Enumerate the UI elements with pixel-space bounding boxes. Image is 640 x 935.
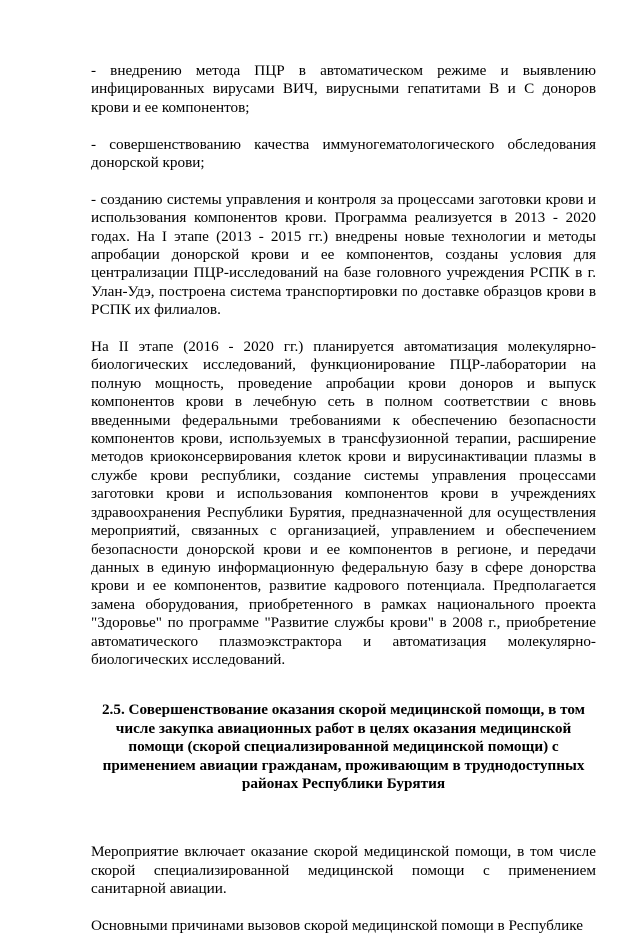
paragraph-stage-two: На II этапе (2016 - 2020 гг.) планируется автоматизация молекулярно-биологических исследований, функционирование ПЦР-лаборатории на полную мощность, проведение апробации крови доноров и выпуск компонентов крови в лечебную сеть в полном соответствии с вновь введенными федеральными требованиями к обеспечению безопасности компонентов крови, используемых в трансфузионной терапии, расширение методов криоконсервирования клеток крови и вирусинактивации плазмы в службе крови республики, создание системы управления процессами заготовки крови и использования компонентов крови в учреждениях здравоохранения Республики Бурятия, предназначенной для осуществления мероприятий, связанных с организацией, управлением и обеспечением безопасности донорской крови и ее компонентов в регионе, и передачи данных в единую информационную федеральную базу в сфере донорства крови и ее компонентов, развитие кадрового потенциала. Предполагается замена оборудования, приобретенного в рамках национального проекта "Здоровье" по программе "Развитие службы крови" в 2008 г., приобретение автоматического плазмоэкстрактора и автоматизация молекулярно-биологических исследований. xyxy=(91,338,596,668)
section-heading: 2.5. Совершенствование оказания скорой медицинской помощи, в том числе закупка авиационных работ в целях оказания медицинской помощи (скорой специализированной медицинской помощи) с применением авиации гражданам, проживающим в труднодоступных районах Республики Бурятия xyxy=(101,701,586,792)
paragraph-call-reasons: Основными причинами вызовов скорой медицинской помощи в Республике xyxy=(91,917,583,934)
list-item-immunohematology: - совершенствованию качества иммуногематологического обследования донорской крови; xyxy=(91,135,596,172)
section-spacer xyxy=(91,793,596,843)
list-item-pcr: - внедрению метода ПЦР в автоматическом режиме и выявлению инфицированных вирусами ВИЧ, вирусными гепатитами В и С доноров крови и ее компонентов; xyxy=(91,62,596,116)
list-item-control-system: - созданию системы управления и контроля за процессами заготовки крови и использования компонентов крови. Программа реализуется в 2013 - 2020 годах. На I этапе (2013 - 2015 гг.) внедрены новые технологии и методы апробации донорской крови и ее компонентов, созданы условия для централизации ПЦР-исследований на базе головного учреждения РСПК в г. Улан-Удэ, построена система транспортировки по доставке образцов крови в РСПК их филиалов. xyxy=(91,190,596,319)
paragraph-event-description: Мероприятие включает оказание скорой медицинской помощи, в том числе скорой специализированной медицинской помощи с применением санитарной авиации. xyxy=(91,843,596,898)
